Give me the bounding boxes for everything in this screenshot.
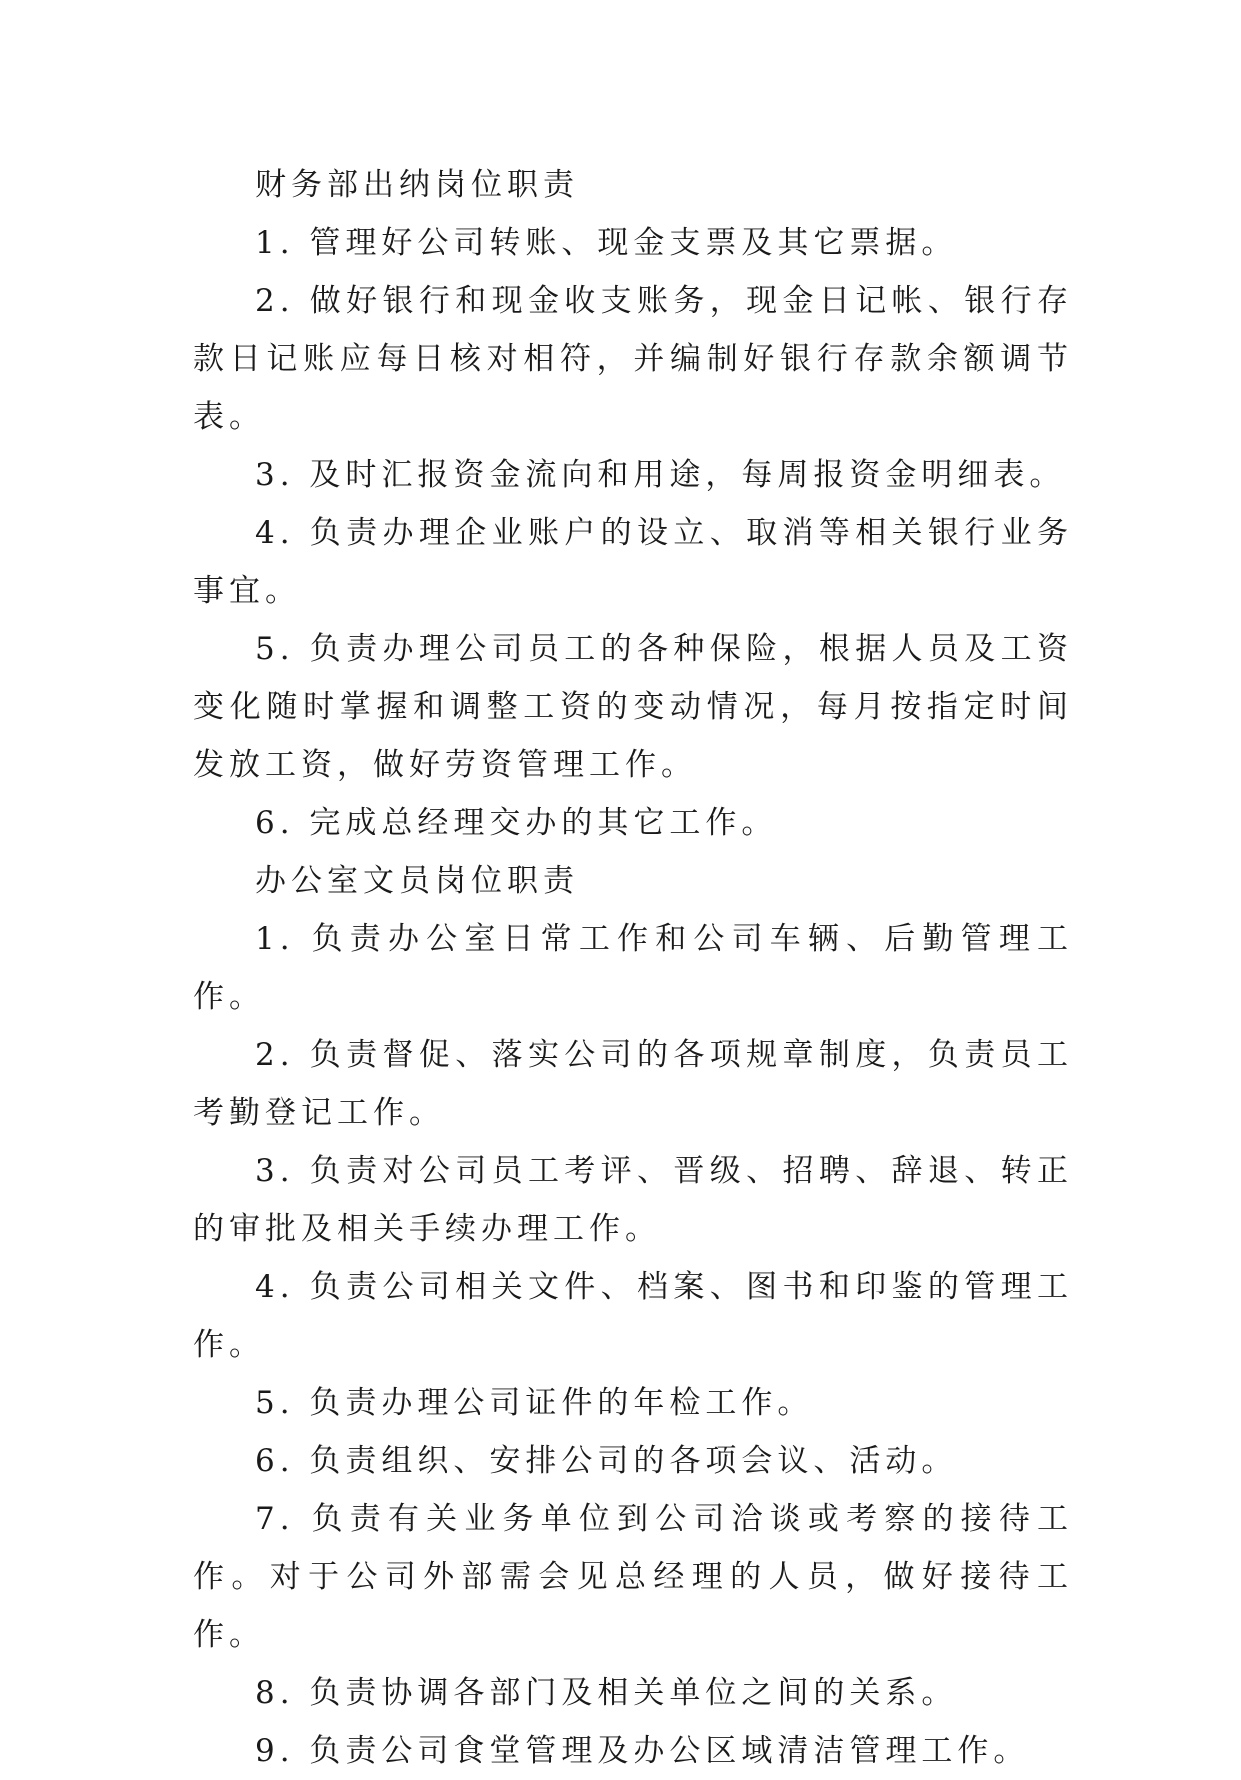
office-duty-2: 2. 负责督促、落实公司的各项规章制度，负责员工考勤登记工作。 xyxy=(193,1037,1073,1131)
office-duty-3: 3. 负责对公司员工考评、晋级、招聘、辞退、转正的审批及相关手续办理工作。 xyxy=(193,1153,1073,1247)
document-body xyxy=(193,156,1073,1780)
finance-duty-6: 6. 完成总经理交办的其它工作。 xyxy=(255,805,778,841)
finance-duty-5: 5. 负责办理公司员工的各种保险，根据人员及工资变化随时掌握和调整工资的变动情况，每月按指定时间发放工资，做好劳资管理工作。 xyxy=(193,631,1073,783)
section-title-office: 办公室文员岗位职责 xyxy=(255,863,579,899)
finance-duty-3: 3. 及时汇报资金流向和用途，每周报资金明细表。 xyxy=(255,457,1066,493)
finance-duty-4: 4. 负责办理企业账户的设立、取消等相关银行业务事宜。 xyxy=(193,515,1073,609)
office-duty-5: 5. 负责办理公司证件的年检工作。 xyxy=(255,1385,814,1421)
finance-duty-2: 2. 做好银行和现金收支账务，现金日记帐、银行存款日记账应每日核对相符，并编制好银行存款余额调节表。 xyxy=(193,283,1073,435)
office-duty-1: 1. 负责办公室日常工作和公司车辆、后勤管理工作。 xyxy=(193,921,1073,1015)
office-duty-9: 9. 负责公司食堂管理及办公区域清洁管理工作。 xyxy=(255,1733,1030,1769)
finance-duty-1: 1. 管理好公司转账、现金支票及其它票据。 xyxy=(255,225,958,261)
office-duty-8: 8. 负责协调各部门及相关单位之间的关系。 xyxy=(255,1675,958,1711)
section-title-finance: 财务部出纳岗位职责 xyxy=(255,167,579,203)
office-duty-4: 4. 负责公司相关文件、档案、图书和印鉴的管理工作。 xyxy=(193,1269,1073,1363)
office-duty-6: 6. 负责组织、安排公司的各项会议、活动。 xyxy=(255,1443,958,1479)
office-duty-7: 7. 负责有关业务单位到公司洽谈或考察的接待工作。对于公司外部需会见总经理的人员，做好接待工作。 xyxy=(193,1501,1073,1653)
